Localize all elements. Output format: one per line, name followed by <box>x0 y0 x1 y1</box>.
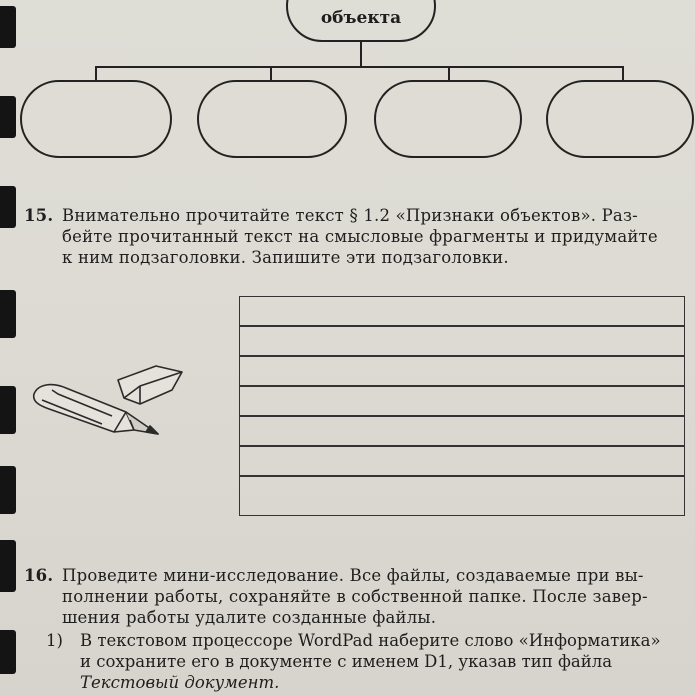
task-number: 16. <box>24 566 54 585</box>
task-line: Проведите мини-исследование. Все файлы, создаваемые при вы- <box>62 566 644 585</box>
binding-ring <box>0 290 16 338</box>
answer-lines-box[interactable] <box>239 296 685 516</box>
diagram-connector <box>448 66 450 81</box>
binding-ring <box>0 6 16 48</box>
binding-ring <box>0 540 16 592</box>
task-line: к ним подзаголовки. Запишите эти подзаголовки. <box>62 248 509 267</box>
task-16-step-1 <box>46 630 695 694</box>
task-number: 15. <box>24 206 54 225</box>
binding-ring <box>0 630 16 674</box>
answer-line <box>240 475 684 477</box>
step-text <box>80 630 695 693</box>
diagram-connector <box>622 66 624 81</box>
answer-line <box>240 445 684 447</box>
diagram-connector <box>360 41 362 67</box>
diagram-connector <box>270 66 272 81</box>
diagram-blank-oval[interactable] <box>20 80 172 158</box>
task-text <box>62 205 695 268</box>
task-line: Внимательно прочитайте текст § 1.2 «Признаки объектов». Раз- <box>62 206 638 225</box>
step-line: Текстовый документ. <box>80 673 280 692</box>
task-line: полнении работы, сохраняйте в собственной папке. После завер- <box>62 587 648 606</box>
task-text <box>62 565 695 628</box>
step-line: и сохраните его в документе с именем D1, указав тип файла <box>80 652 613 671</box>
diagram-blank-oval[interactable] <box>374 80 522 158</box>
binding-ring <box>0 96 16 138</box>
binding-ring <box>0 386 16 434</box>
pencil-eraser-illustration <box>30 360 200 450</box>
answer-line <box>240 355 684 357</box>
task-15 <box>24 205 695 271</box>
task-line: шения работы удалите созданные файлы. <box>62 608 437 627</box>
answer-line <box>240 385 684 387</box>
diagram-top-node-label: объекта <box>320 8 402 28</box>
diagram-top-node <box>286 0 436 42</box>
step-line: В текстовом процессоре WordPad наберите слово «Информатика» <box>80 631 661 650</box>
step-number: 1) <box>46 631 63 650</box>
diagram-connector <box>95 66 97 81</box>
task-line: бейте прочитанный текст на смысловые фрагменты и придумайте <box>62 227 658 246</box>
diagram-connector <box>95 66 624 68</box>
answer-line <box>240 415 684 417</box>
answer-line <box>240 325 684 327</box>
diagram-blank-oval[interactable] <box>197 80 347 158</box>
binding-ring <box>0 466 16 514</box>
diagram-blank-oval[interactable] <box>546 80 694 158</box>
binding-ring <box>0 186 16 228</box>
task-16 <box>24 565 695 631</box>
